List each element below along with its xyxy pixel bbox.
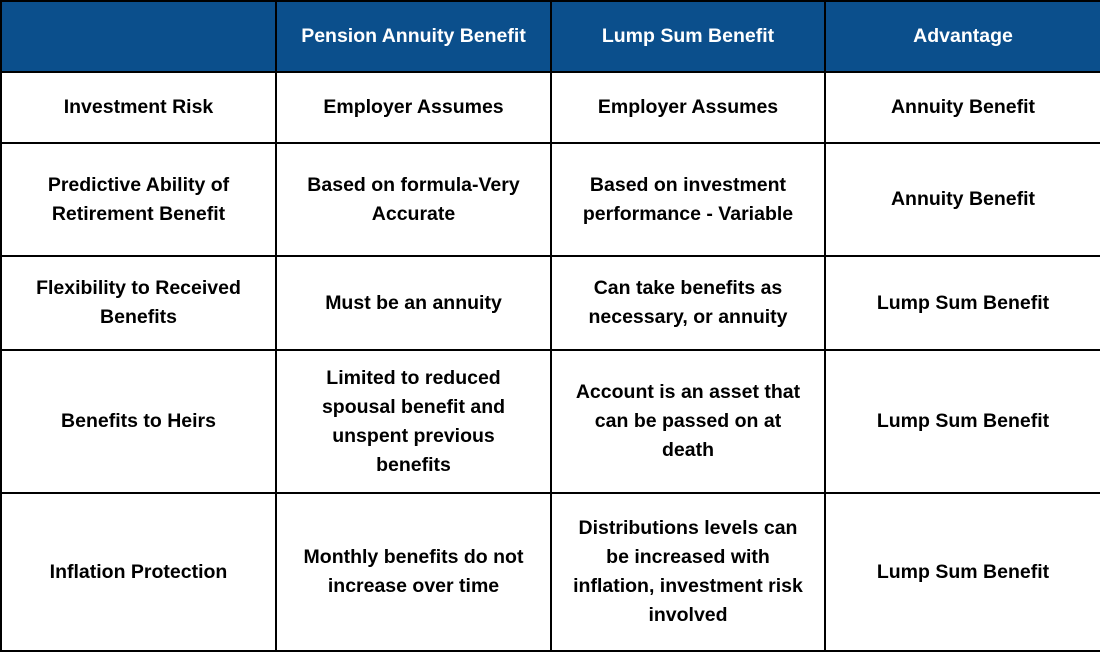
advantage-cell: Lump Sum Benefit (825, 256, 1100, 350)
pension-cell: Employer Assumes (276, 72, 551, 143)
advantage-cell: Annuity Benefit (825, 143, 1100, 256)
lump-sum-cell: Account is an asset that can be passed on at death (551, 350, 825, 493)
pension-cell: Must be an annuity (276, 256, 551, 350)
row-label: Predictive Ability of Retirement Benefit (1, 143, 276, 256)
row-label: Inflation Protection (1, 493, 276, 651)
advantage-cell: Annuity Benefit (825, 72, 1100, 143)
header-advantage: Advantage (825, 1, 1100, 72)
table-row (1, 72, 1100, 143)
row-label: Benefits to Heirs (1, 350, 276, 493)
lump-sum-cell: Can take benefits as necessary, or annuity (551, 256, 825, 350)
table-row (1, 143, 1100, 256)
header-lump-sum-benefit: Lump Sum Benefit (551, 1, 825, 72)
header-pension-annuity-benefit: Pension Annuity Benefit (276, 1, 551, 72)
lump-sum-cell: Employer Assumes (551, 72, 825, 143)
table-row (1, 350, 1100, 493)
advantage-cell: Lump Sum Benefit (825, 350, 1100, 493)
header-corner-cell (1, 1, 276, 72)
row-label: Investment Risk (1, 72, 276, 143)
table-row (1, 493, 1100, 651)
advantage-cell: Lump Sum Benefit (825, 493, 1100, 651)
pension-cell: Limited to reduced spousal benefit and unspent previous benefits (276, 350, 551, 493)
lump-sum-cell: Based on investment performance - Variable (551, 143, 825, 256)
pension-cell: Based on formula-Very Accurate (276, 143, 551, 256)
table-header-row (1, 1, 1100, 72)
lump-sum-cell: Distributions levels can be increased with inflation, investment risk involved (551, 493, 825, 651)
table-row (1, 256, 1100, 350)
pension-cell: Monthly benefits do not increase over time (276, 493, 551, 651)
row-label: Flexibility to Received Benefits (1, 256, 276, 350)
